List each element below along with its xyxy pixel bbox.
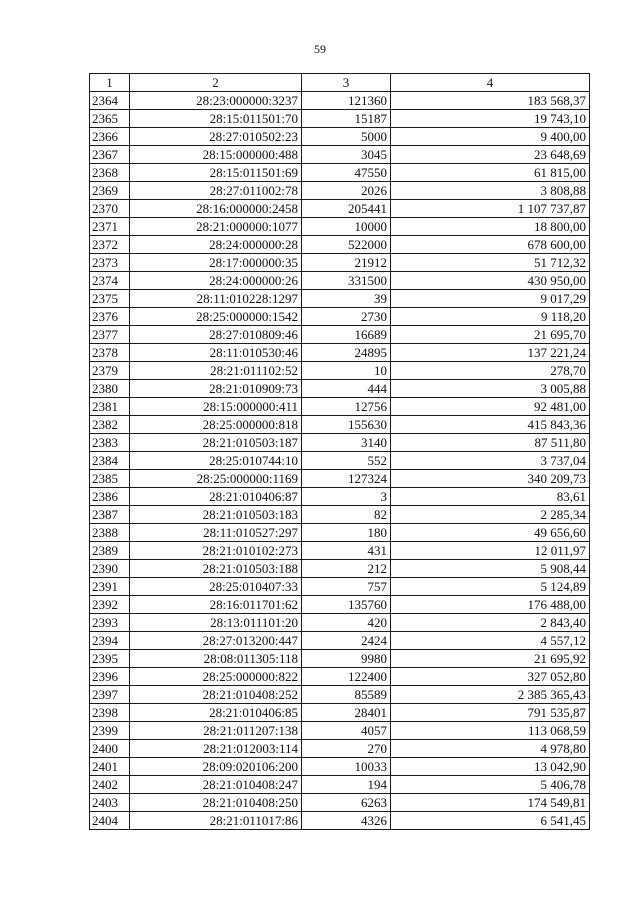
area-cell: 552 xyxy=(302,452,391,470)
value-cell: 3 737,04 xyxy=(391,452,590,470)
value-cell: 183 568,37 xyxy=(391,92,590,110)
value-cell: 21 695,92 xyxy=(391,650,590,668)
area-cell: 4057 xyxy=(302,722,391,740)
table-row xyxy=(90,344,590,362)
area-cell: 4326 xyxy=(302,812,391,830)
value-cell: 92 481,00 xyxy=(391,398,590,416)
value-cell: 430 950,00 xyxy=(391,272,590,290)
table-row xyxy=(90,236,590,254)
value-cell: 18 800,00 xyxy=(391,218,590,236)
area-cell: 180 xyxy=(302,524,391,542)
area-cell: 9980 xyxy=(302,650,391,668)
area-cell: 270 xyxy=(302,740,391,758)
table-row xyxy=(90,146,590,164)
cadastral-number-cell: 28:11:010228:1297 xyxy=(130,290,302,308)
value-cell: 1 107 737,87 xyxy=(391,200,590,218)
cadastral-number-cell: 28:21:012003:114 xyxy=(130,740,302,758)
value-cell: 2 285,34 xyxy=(391,506,590,524)
area-cell: 522000 xyxy=(302,236,391,254)
table-row xyxy=(90,740,590,758)
table-row xyxy=(90,506,590,524)
cadastral-number-cell: 28:21:000000:1077 xyxy=(130,218,302,236)
cadastral-number-cell: 28:21:010909:73 xyxy=(130,380,302,398)
area-cell: 28401 xyxy=(302,704,391,722)
table-row xyxy=(90,218,590,236)
row-number-cell: 2376 xyxy=(90,308,130,326)
value-cell: 3 005,88 xyxy=(391,380,590,398)
area-cell: 2026 xyxy=(302,182,391,200)
table-row xyxy=(90,560,590,578)
row-number-cell: 2399 xyxy=(90,722,130,740)
area-cell: 331500 xyxy=(302,272,391,290)
row-number-cell: 2367 xyxy=(90,146,130,164)
table-row xyxy=(90,524,590,542)
table-row xyxy=(90,758,590,776)
row-number-cell: 2385 xyxy=(90,470,130,488)
value-cell: 87 511,80 xyxy=(391,434,590,452)
value-cell: 5 406,78 xyxy=(391,776,590,794)
row-number-cell: 2364 xyxy=(90,92,130,110)
cadastral-number-cell: 28:21:010406:85 xyxy=(130,704,302,722)
cadastral-number-cell: 28:27:010502:23 xyxy=(130,128,302,146)
cadastral-number-cell: 28:21:010406:87 xyxy=(130,488,302,506)
header-row xyxy=(90,74,590,92)
table-row xyxy=(90,308,590,326)
table-row xyxy=(90,128,590,146)
table-body xyxy=(90,92,590,830)
column-header: 2 xyxy=(130,74,302,92)
value-cell: 340 209,73 xyxy=(391,470,590,488)
cadastral-number-cell: 28:24:000000:28 xyxy=(130,236,302,254)
row-number-cell: 2373 xyxy=(90,254,130,272)
row-number-cell: 2398 xyxy=(90,704,130,722)
value-cell: 4 978,80 xyxy=(391,740,590,758)
value-cell: 327 052,80 xyxy=(391,668,590,686)
cadastral-number-cell: 28:21:010102:273 xyxy=(130,542,302,560)
row-number-cell: 2377 xyxy=(90,326,130,344)
area-cell: 5000 xyxy=(302,128,391,146)
cadastral-number-cell: 28:25:000000:1542 xyxy=(130,308,302,326)
area-cell: 127324 xyxy=(302,470,391,488)
table-row xyxy=(90,434,590,452)
cadastral-number-cell: 28:11:010527:297 xyxy=(130,524,302,542)
table-row xyxy=(90,614,590,632)
value-cell: 278,70 xyxy=(391,362,590,380)
row-number-cell: 2387 xyxy=(90,506,130,524)
cadastral-number-cell: 28:21:010503:188 xyxy=(130,560,302,578)
area-cell: 16689 xyxy=(302,326,391,344)
cadastral-number-cell: 28:25:010744:10 xyxy=(130,452,302,470)
value-cell: 23 648,69 xyxy=(391,146,590,164)
row-number-cell: 2384 xyxy=(90,452,130,470)
row-number-cell: 2403 xyxy=(90,794,130,812)
area-cell: 444 xyxy=(302,380,391,398)
cadastral-number-cell: 28:21:011017:86 xyxy=(130,812,302,830)
row-number-cell: 2370 xyxy=(90,200,130,218)
row-number-cell: 2400 xyxy=(90,740,130,758)
table-row xyxy=(90,200,590,218)
area-cell: 122400 xyxy=(302,668,391,686)
row-number-cell: 2404 xyxy=(90,812,130,830)
value-cell: 2 385 365,43 xyxy=(391,686,590,704)
area-cell: 135760 xyxy=(302,596,391,614)
row-number-cell: 2368 xyxy=(90,164,130,182)
value-cell: 19 743,10 xyxy=(391,110,590,128)
cadastral-number-cell: 28:15:000000:411 xyxy=(130,398,302,416)
table-row xyxy=(90,794,590,812)
value-cell: 83,61 xyxy=(391,488,590,506)
area-cell: 6263 xyxy=(302,794,391,812)
value-cell: 9 400,00 xyxy=(391,128,590,146)
cadastral-number-cell: 28:16:011701:62 xyxy=(130,596,302,614)
area-cell: 757 xyxy=(302,578,391,596)
table-row xyxy=(90,470,590,488)
area-cell: 82 xyxy=(302,506,391,524)
row-number-cell: 2369 xyxy=(90,182,130,200)
area-cell: 194 xyxy=(302,776,391,794)
value-cell: 174 549,81 xyxy=(391,794,590,812)
row-number-cell: 2381 xyxy=(90,398,130,416)
row-number-cell: 2388 xyxy=(90,524,130,542)
table-row xyxy=(90,92,590,110)
value-cell: 3 808,88 xyxy=(391,182,590,200)
value-cell: 12 011,97 xyxy=(391,542,590,560)
table-row xyxy=(90,254,590,272)
area-cell: 85589 xyxy=(302,686,391,704)
cadastral-number-cell: 28:09:020106:200 xyxy=(130,758,302,776)
table-row xyxy=(90,362,590,380)
area-cell: 47550 xyxy=(302,164,391,182)
cadastral-number-cell: 28:27:010809:46 xyxy=(130,326,302,344)
cadastral-number-cell: 28:23:000000:3237 xyxy=(130,92,302,110)
table-row xyxy=(90,650,590,668)
row-number-cell: 2383 xyxy=(90,434,130,452)
value-cell: 5 908,44 xyxy=(391,560,590,578)
row-number-cell: 2390 xyxy=(90,560,130,578)
table-row xyxy=(90,632,590,650)
table-row xyxy=(90,416,590,434)
area-cell: 10000 xyxy=(302,218,391,236)
row-number-cell: 2366 xyxy=(90,128,130,146)
table-row xyxy=(90,542,590,560)
table-row xyxy=(90,272,590,290)
cadastral-number-cell: 28:21:010408:250 xyxy=(130,794,302,812)
row-number-cell: 2378 xyxy=(90,344,130,362)
value-cell: 5 124,89 xyxy=(391,578,590,596)
row-number-cell: 2402 xyxy=(90,776,130,794)
row-number-cell: 2395 xyxy=(90,650,130,668)
area-cell: 3045 xyxy=(302,146,391,164)
cadastral-number-cell: 28:27:013200:447 xyxy=(130,632,302,650)
column-header: 4 xyxy=(391,74,590,92)
value-cell: 9 017,29 xyxy=(391,290,590,308)
table-row xyxy=(90,452,590,470)
cadastral-number-cell: 28:25:010407:33 xyxy=(130,578,302,596)
table-row xyxy=(90,596,590,614)
value-cell: 49 656,60 xyxy=(391,524,590,542)
value-cell: 2 843,40 xyxy=(391,614,590,632)
table-row xyxy=(90,776,590,794)
area-cell: 155630 xyxy=(302,416,391,434)
area-cell: 431 xyxy=(302,542,391,560)
row-number-cell: 2391 xyxy=(90,578,130,596)
area-cell: 212 xyxy=(302,560,391,578)
area-cell: 3140 xyxy=(302,434,391,452)
cadastral-number-cell: 28:25:000000:1169 xyxy=(130,470,302,488)
row-number-cell: 2397 xyxy=(90,686,130,704)
area-cell: 2730 xyxy=(302,308,391,326)
table-row xyxy=(90,722,590,740)
table-row xyxy=(90,668,590,686)
column-header: 1 xyxy=(90,74,130,92)
row-number-cell: 2382 xyxy=(90,416,130,434)
area-cell: 10033 xyxy=(302,758,391,776)
cadastral-number-cell: 28:21:011102:52 xyxy=(130,362,302,380)
cadastral-number-cell: 28:08:011305:118 xyxy=(130,650,302,668)
table-row xyxy=(90,398,590,416)
cadastral-number-cell: 28:21:010408:252 xyxy=(130,686,302,704)
value-cell: 4 557,12 xyxy=(391,632,590,650)
table-row xyxy=(90,812,590,830)
row-number-cell: 2393 xyxy=(90,614,130,632)
value-cell: 13 042,90 xyxy=(391,758,590,776)
value-cell: 176 488,00 xyxy=(391,596,590,614)
value-cell: 415 843,36 xyxy=(391,416,590,434)
cadastral-number-cell: 28:21:011207:138 xyxy=(130,722,302,740)
cadastral-number-cell: 28:15:011501:70 xyxy=(130,110,302,128)
table-row xyxy=(90,380,590,398)
table-row xyxy=(90,686,590,704)
cadastral-number-cell: 28:11:010530:46 xyxy=(130,344,302,362)
row-number-cell: 2389 xyxy=(90,542,130,560)
area-cell: 21912 xyxy=(302,254,391,272)
area-cell: 15187 xyxy=(302,110,391,128)
table-row xyxy=(90,704,590,722)
row-number-cell: 2372 xyxy=(90,236,130,254)
row-number-cell: 2380 xyxy=(90,380,130,398)
value-cell: 6 541,45 xyxy=(391,812,590,830)
area-cell: 12756 xyxy=(302,398,391,416)
row-number-cell: 2374 xyxy=(90,272,130,290)
area-cell: 24895 xyxy=(302,344,391,362)
row-number-cell: 2401 xyxy=(90,758,130,776)
row-number-cell: 2379 xyxy=(90,362,130,380)
page-number: 59 xyxy=(314,42,326,56)
area-cell: 3 xyxy=(302,488,391,506)
cadastral-number-cell: 28:25:000000:818 xyxy=(130,416,302,434)
row-number-cell: 2396 xyxy=(90,668,130,686)
value-cell: 678 600,00 xyxy=(391,236,590,254)
row-number-cell: 2394 xyxy=(90,632,130,650)
row-number-cell: 2375 xyxy=(90,290,130,308)
cadastral-number-cell: 28:27:011002:78 xyxy=(130,182,302,200)
cadastral-number-cell: 28:17:000000:35 xyxy=(130,254,302,272)
table-row xyxy=(90,182,590,200)
table-row xyxy=(90,326,590,344)
table-row xyxy=(90,110,590,128)
cadastral-number-cell: 28:21:010503:183 xyxy=(130,506,302,524)
area-cell: 420 xyxy=(302,614,391,632)
row-number-cell: 2386 xyxy=(90,488,130,506)
cadastral-number-cell: 28:13:011101:20 xyxy=(130,614,302,632)
cadastral-number-cell: 28:16:000000:2458 xyxy=(130,200,302,218)
row-number-cell: 2392 xyxy=(90,596,130,614)
cadastral-number-cell: 28:15:000000:488 xyxy=(130,146,302,164)
value-cell: 61 815,00 xyxy=(391,164,590,182)
table-row xyxy=(90,488,590,506)
row-number-cell: 2365 xyxy=(90,110,130,128)
value-cell: 21 695,70 xyxy=(391,326,590,344)
cadastral-number-cell: 28:15:011501:69 xyxy=(130,164,302,182)
table-row xyxy=(90,164,590,182)
value-cell: 113 068,59 xyxy=(391,722,590,740)
cadastral-number-cell: 28:25:000000:822 xyxy=(130,668,302,686)
table-row xyxy=(90,290,590,308)
value-cell: 137 221,24 xyxy=(391,344,590,362)
area-cell: 205441 xyxy=(302,200,391,218)
table-row xyxy=(90,578,590,596)
area-cell: 121360 xyxy=(302,92,391,110)
area-cell: 39 xyxy=(302,290,391,308)
cadastral-number-cell: 28:24:000000:26 xyxy=(130,272,302,290)
column-header: 3 xyxy=(302,74,391,92)
row-number-cell: 2371 xyxy=(90,218,130,236)
cadastral-number-cell: 28:21:010503:187 xyxy=(130,434,302,452)
area-cell: 10 xyxy=(302,362,391,380)
area-cell: 2424 xyxy=(302,632,391,650)
cadastral-number-cell: 28:21:010408:247 xyxy=(130,776,302,794)
value-cell: 791 535,87 xyxy=(391,704,590,722)
data-table xyxy=(89,73,590,830)
value-cell: 9 118,20 xyxy=(391,308,590,326)
value-cell: 51 712,32 xyxy=(391,254,590,272)
